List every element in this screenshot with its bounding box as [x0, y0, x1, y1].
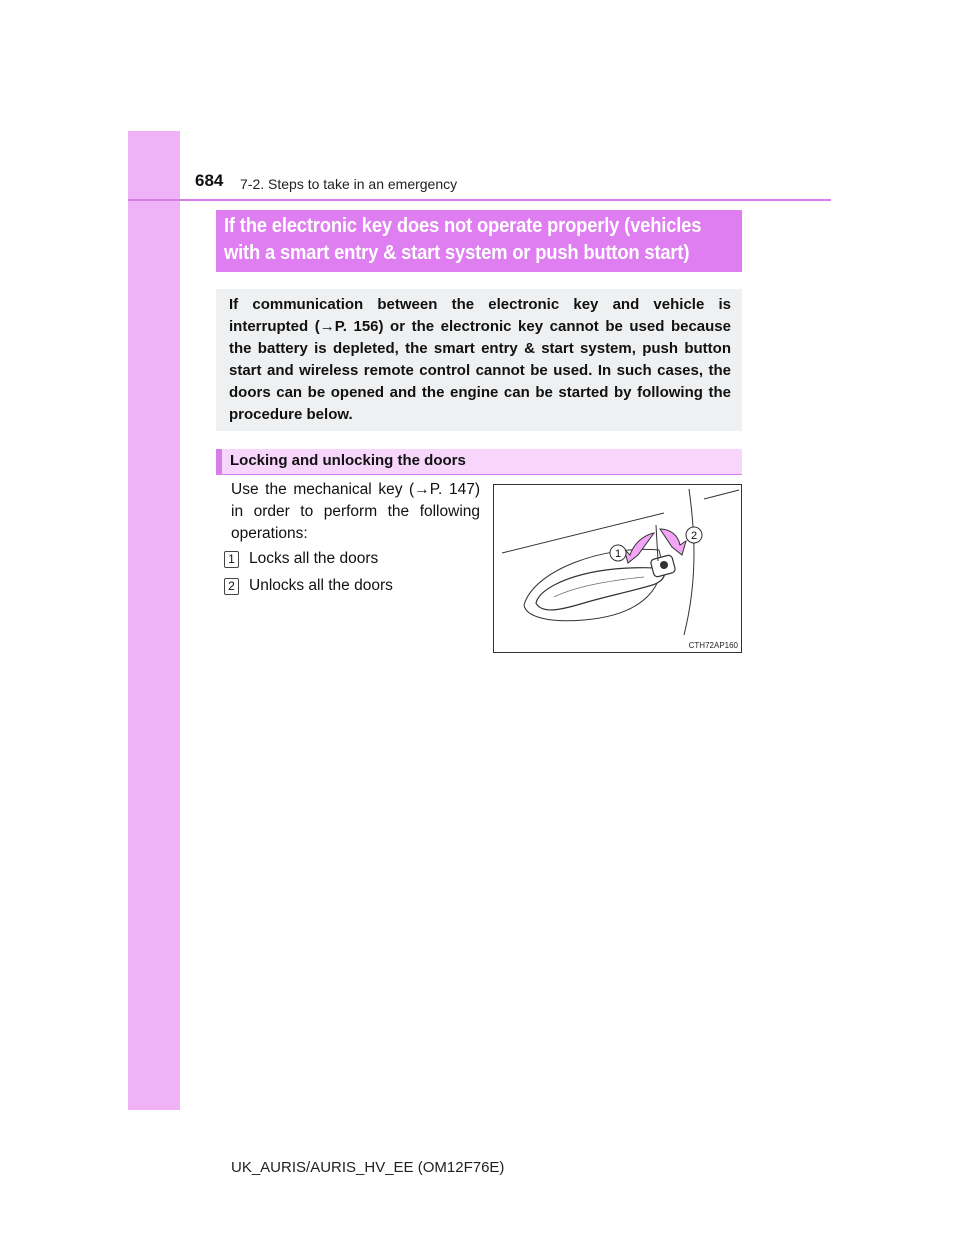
header-rule — [128, 199, 831, 201]
step-number-1: 1 — [224, 551, 239, 568]
title-banner — [216, 210, 742, 272]
door-handle-illustration — [494, 485, 743, 654]
title-line-2: with a smart entry & start system or push button start) — [224, 242, 690, 264]
title-line-1: If the electronic key does not operate properly (vehicles — [224, 215, 702, 237]
subheading-text: Locking and unlocking the doors — [230, 452, 466, 469]
step-text-2: Unlocks all the doors — [249, 577, 393, 594]
figure-code: CTH72AP160 — [688, 641, 738, 650]
keyhole — [660, 561, 668, 569]
section-title: 7-2. Steps to take in an emergency — [240, 176, 458, 192]
side-tab-strip — [128, 131, 180, 1110]
intro-text: If communication between the electronic key and vehicle is interrupted (→P. 156) or the electronic key cannot be used because the battery is depleted, the smart entry & start system, push button start and wireless remote control cannot be used. In such cases, the doors can be opened and the engine can be started by following the procedure below. — [229, 296, 731, 423]
page-number: 684 — [195, 171, 224, 190]
door-edge-line — [684, 489, 694, 635]
step-1 — [224, 550, 378, 568]
door-handle-figure — [493, 484, 742, 653]
body-text: Use the mechanical key (→P. 147) in order to perform the following operations: — [231, 481, 480, 542]
lock-arrow — [624, 533, 654, 563]
subheading — [216, 449, 742, 475]
step-2 — [224, 577, 393, 595]
footer-model-code: UK_AURIS/AURIS_HV_EE (OM12F76E) — [231, 1159, 505, 1176]
step-number-2: 2 — [224, 578, 239, 595]
callout-label-1: 1 — [614, 548, 622, 560]
intro-box — [216, 289, 742, 431]
door-handle — [536, 568, 664, 610]
door-line-right — [704, 490, 739, 499]
unlock-arrow — [660, 529, 686, 555]
step-text-1: Locks all the doors — [249, 550, 379, 567]
callout-label-2: 2 — [690, 530, 698, 542]
key-shaft — [656, 525, 658, 561]
